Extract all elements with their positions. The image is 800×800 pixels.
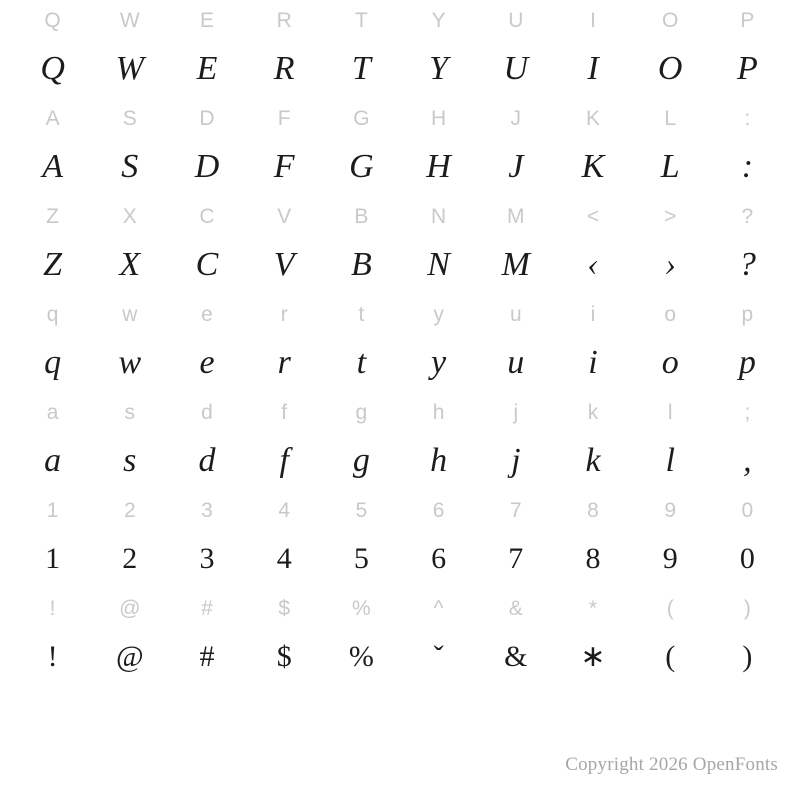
glyph-sample: B [351,246,372,283]
key-label: N [431,204,447,228]
glyph-sample: H [426,148,451,185]
key-label: ; [744,400,751,424]
key-label: u [509,302,522,326]
key-label: y [433,302,444,326]
key-label: d [201,400,213,424]
key-label: J [510,106,522,130]
key-label: & [508,596,523,620]
key-label: R [276,8,292,32]
key-label: w [122,302,138,326]
key-label: 6 [432,498,445,522]
glyph-sample: @ [115,640,144,673]
glyph-row [14,334,786,392]
specimen-row [14,0,786,98]
glyph-sample: T [351,50,371,87]
glyph-row [14,628,786,686]
glyph-sample: , [743,442,752,479]
key-label: B [354,204,369,228]
glyph-sample: ( [665,640,676,673]
glyph-sample: l [665,442,675,479]
glyph-sample: W [115,50,144,87]
key-label: % [352,596,371,620]
glyph-sample: O [657,50,683,87]
key-label: O [662,8,679,32]
keyboard-key-row [14,588,786,628]
glyph-sample: # [199,640,215,673]
glyph-sample: Y [429,50,449,87]
key-label: e [201,302,213,326]
keyboard-key-row [14,294,786,334]
glyph-sample: K [581,148,605,185]
key-label: M [507,204,525,228]
glyph-sample: L [660,148,680,185]
key-label: Z [46,204,59,228]
glyph-sample: ∗ [580,640,606,673]
keyboard-key-row [14,0,786,40]
glyph-sample: E [196,50,218,87]
key-label: g [355,400,368,424]
key-label: F [277,106,291,130]
key-label: G [353,106,370,130]
glyph-row [14,40,786,98]
copyright-notice: Copyright 2026 OpenFonts [565,754,778,775]
glyph-sample: U [503,50,529,87]
specimen-row [14,98,786,196]
glyph-sample: r [277,344,291,381]
key-label: 2 [123,498,136,522]
glyph-sample: A [42,148,63,185]
key-label: 4 [278,498,291,522]
key-label: V [277,204,292,228]
glyph-sample: t [356,344,367,381]
key-label: 5 [355,498,368,522]
glyph-sample: Z [43,246,63,283]
glyph-sample: o [661,344,679,381]
glyph-row [14,530,786,588]
key-label: Y [431,8,446,32]
glyph-sample: : [741,148,754,185]
key-label: s [124,400,136,424]
glyph-sample: V [273,246,295,283]
glyph-sample: 6 [431,542,447,575]
key-label: a [46,400,59,424]
glyph-sample: S [121,148,139,185]
key-label: f [281,400,288,424]
glyph-sample: 0 [739,542,755,575]
glyph-sample: f [279,442,289,479]
glyph-sample: 4 [276,542,292,575]
key-label: t [358,302,365,326]
key-label: 3 [201,498,213,522]
glyph-sample: 7 [508,542,524,575]
glyph-sample: q [44,344,62,381]
key-label: $ [278,596,291,620]
glyph-sample: y [431,344,447,381]
glyph-sample: › [664,246,676,283]
glyph-sample: g [352,442,370,479]
glyph-sample: s [123,442,137,479]
key-label: S [122,106,137,130]
key-label: 0 [741,498,754,522]
key-label: l [667,400,673,424]
key-label: L [664,106,677,130]
glyph-row [14,138,786,196]
key-label: * [588,596,598,620]
glyph-row [14,432,786,490]
glyph-sample: R [273,50,295,87]
glyph-sample: ) [742,640,753,673]
key-label: o [664,302,677,326]
key-label: U [508,8,524,32]
key-label: ! [49,596,56,620]
glyph-sample: N [427,246,450,283]
key-label: i [590,302,596,326]
glyph-sample: p [738,344,756,381]
glyph-sample: G [349,148,374,185]
key-label: < [586,204,600,228]
glyph-sample: & [504,640,528,673]
key-label: k [587,400,599,424]
key-label: I [590,8,596,32]
key-label: ^ [433,596,444,620]
key-label: # [201,596,213,620]
key-label: P [740,8,755,32]
specimen-row [14,196,786,294]
key-label: j [513,400,519,424]
glyph-sample: J [508,148,524,185]
glyph-sample: ? [738,246,756,283]
key-label: C [199,204,215,228]
key-label: 8 [587,498,599,522]
specimen-row [14,392,786,490]
key-label: : [744,106,751,130]
key-label: ? [741,204,754,228]
key-label: ) [743,596,751,620]
glyph-sample: 1 [45,542,61,575]
glyph-sample: a [44,442,62,479]
key-label: h [432,400,445,424]
key-label: X [122,204,137,228]
key-label: r [280,302,288,326]
glyph-sample: M [501,246,530,283]
key-label: K [585,106,600,130]
glyph-sample: e [199,344,215,381]
glyph-row [14,236,786,294]
glyph-sample: C [195,246,219,283]
key-label: 1 [46,498,59,522]
glyph-sample: $ [276,640,292,673]
glyph-sample: 8 [585,542,601,575]
keyboard-key-row [14,98,786,138]
glyph-sample: ˇ [433,640,444,673]
glyph-sample: u [507,344,525,381]
glyph-sample: w [118,344,142,381]
glyph-sample: h [430,442,448,479]
key-label: q [46,302,59,326]
glyph-sample: 5 [353,542,369,575]
glyph-sample: D [194,148,220,185]
key-label: 9 [664,498,677,522]
glyph-sample: d [198,442,216,479]
key-label: 7 [509,498,522,522]
key-label: p [741,302,754,326]
key-label: Q [44,8,61,32]
specimen-row [14,490,786,588]
glyph-sample: i [588,344,598,381]
key-label: A [45,106,60,130]
key-label: T [354,8,368,32]
key-label: W [119,8,140,32]
key-label: ( [666,596,674,620]
key-label: E [199,8,214,32]
glyph-sample: j [511,442,521,479]
glyph-sample: F [273,148,295,185]
specimen-row [14,588,786,686]
key-label: H [431,106,447,130]
key-label: > [664,204,677,228]
glyph-sample: ‹ [587,246,599,283]
keyboard-key-row [14,490,786,530]
key-label: D [199,106,215,130]
glyph-sample: ! [47,640,58,673]
specimen-row [14,294,786,392]
keyboard-key-row [14,196,786,236]
glyph-sample: I [587,50,599,87]
glyph-sample: 9 [662,542,678,575]
glyph-sample: 3 [199,542,215,575]
glyph-sample: P [737,50,758,87]
glyph-sample: Q [40,50,65,87]
glyph-sample: 2 [122,542,138,575]
keyboard-key-row [14,392,786,432]
glyph-sample: X [119,246,141,283]
glyph-sample: % [348,640,374,673]
glyph-sample: k [585,442,601,479]
key-label: @ [119,596,141,620]
